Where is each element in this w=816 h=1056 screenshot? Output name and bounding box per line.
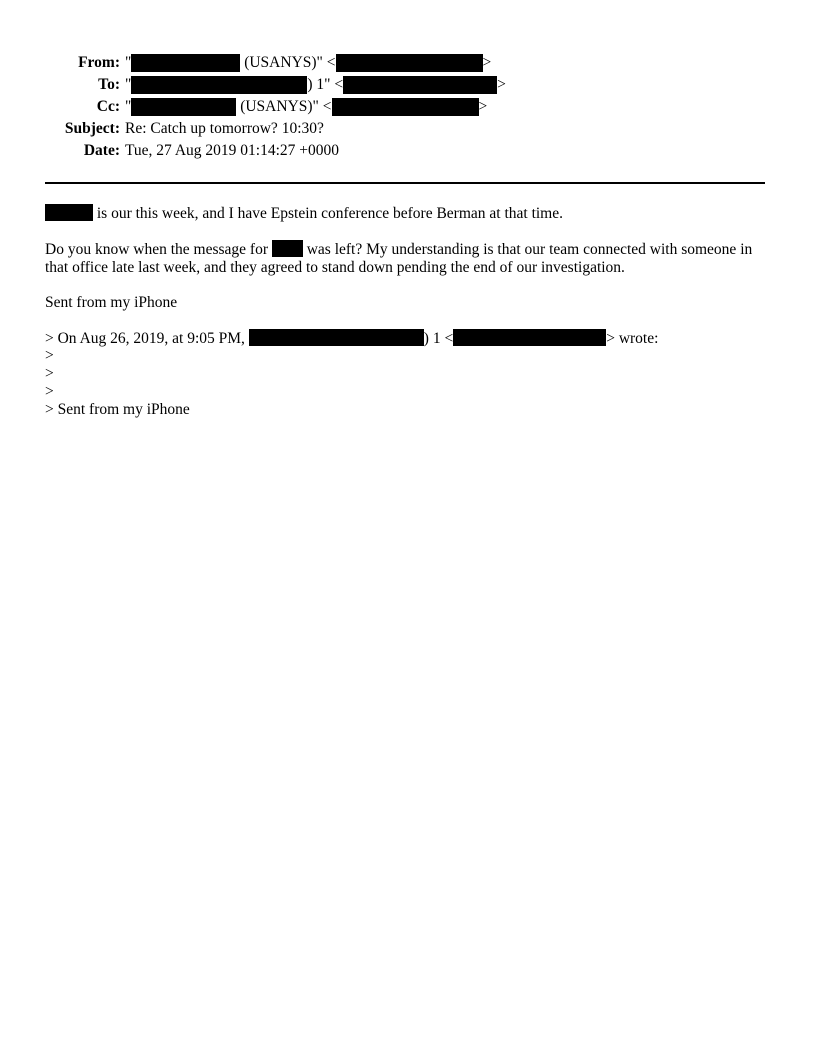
to-value <box>125 74 506 96</box>
subject-label: Subject: <box>64 120 120 137</box>
redaction-block <box>336 54 483 72</box>
from-close: > <box>482 54 492 71</box>
cc-mid: (USANYS)" < <box>236 98 332 115</box>
body-paragraph <box>45 240 765 277</box>
redaction-block <box>45 204 93 221</box>
to-row <box>44 74 764 96</box>
redaction-block <box>249 329 424 346</box>
date-row <box>44 140 764 162</box>
cc-row <box>44 96 764 118</box>
redaction-block <box>131 76 307 94</box>
signature-line: Sent from my iPhone <box>45 294 178 311</box>
paragraph-2-after: was left? My understanding is that our team connected with someone in that office late last week, and they agreed to stand down pending the end of our investigation. <box>45 241 757 276</box>
to-label: To: <box>98 76 120 93</box>
cc-label: Cc: <box>96 98 120 115</box>
quote-line: > <box>45 347 54 364</box>
email-header <box>44 52 764 162</box>
from-row <box>44 52 764 74</box>
quote-line-1-mid: ) 1 < <box>423 330 454 347</box>
redaction-block <box>332 98 479 116</box>
redaction-block <box>343 76 497 94</box>
from-value <box>125 52 491 74</box>
body-paragraph <box>45 204 765 223</box>
cc-close: > <box>478 98 488 115</box>
date-value: Tue, 27 Aug 2019 01:14:27 +0000 <box>125 142 339 159</box>
to-open-quote: " <box>125 76 132 93</box>
from-open-quote: " <box>125 54 132 71</box>
cc-open-quote: " <box>125 98 132 115</box>
quote-signature-line: > Sent from my iPhone <box>45 401 190 418</box>
to-mid: ) 1" < <box>307 76 344 93</box>
quote-line-1-after: > wrote: <box>606 330 659 347</box>
to-close: > <box>497 76 506 93</box>
redaction-block <box>131 54 240 72</box>
quote-line: > <box>45 365 54 382</box>
paragraph-2-before: Do you know when the message for <box>45 241 272 258</box>
subject-value: Re: Catch up tomorrow? 10:30? <box>125 120 324 137</box>
paragraph-1-text: is our this week, and I have Epstein conference before Berman at that time. <box>93 205 563 222</box>
redaction-block <box>272 240 303 257</box>
from-mid: (USANYS)" < <box>240 54 336 71</box>
date-label: Date: <box>83 142 120 159</box>
from-label: From: <box>78 54 120 71</box>
quote-line-1-before: > On Aug 26, 2019, at 9:05 PM, <box>45 330 249 347</box>
redaction-block <box>453 329 606 346</box>
redaction-block <box>131 98 236 116</box>
quote-attribution-line <box>45 329 765 347</box>
quoted-message <box>45 329 765 419</box>
cc-value <box>125 96 487 118</box>
quote-line: > <box>45 383 54 400</box>
subject-row <box>44 118 764 140</box>
email-body <box>45 204 765 419</box>
header-divider <box>45 182 765 184</box>
